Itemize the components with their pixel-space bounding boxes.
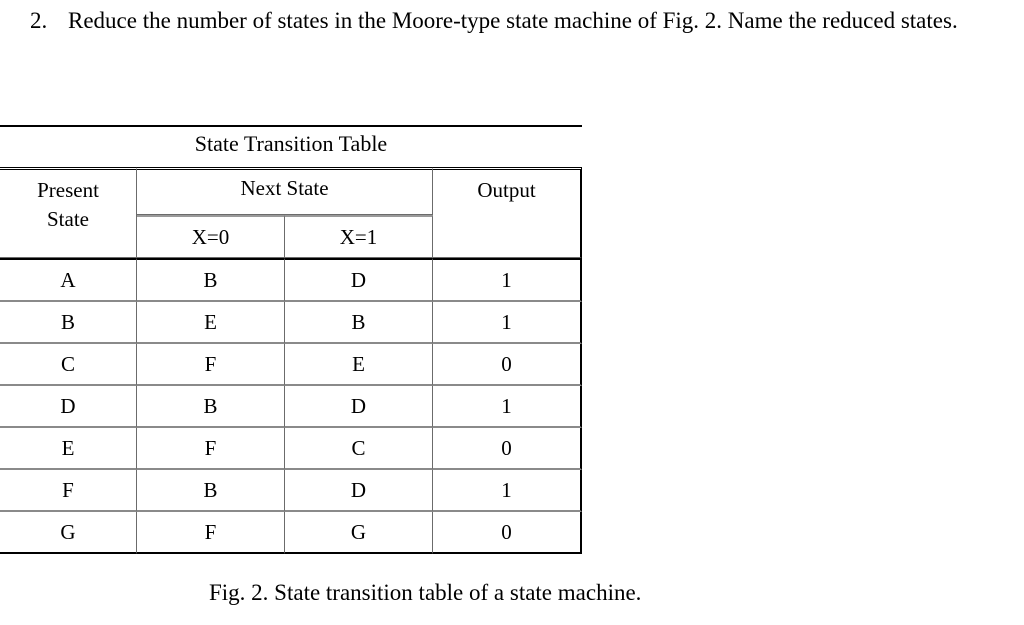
present-state-cell: F [0, 470, 137, 512]
present-state-header-line1: Present [37, 178, 99, 202]
present-state-header [0, 167, 137, 258]
next-state-x1-cell: D [285, 470, 433, 512]
next-state-x0-cell: E [137, 302, 285, 344]
output-cell: 1 [433, 470, 582, 512]
state-transition-table [0, 167, 582, 554]
next-state-x0-cell: F [137, 512, 285, 554]
output-cell: 0 [433, 428, 582, 470]
next-state-x1-cell: C [285, 428, 433, 470]
output-cell: 1 [433, 386, 582, 428]
present-state-header-line2: State [47, 207, 89, 231]
output-cell: 1 [433, 302, 582, 344]
present-state-cell: E [0, 428, 137, 470]
table-row [0, 258, 582, 302]
output-header: Output [433, 167, 582, 258]
next-state-x1-cell: B [285, 302, 433, 344]
present-state-cell: D [0, 386, 137, 428]
figure-caption: Fig. 2. State transition table of a state machine. [209, 580, 642, 605]
table-row [0, 470, 582, 512]
present-state-cell: B [0, 302, 137, 344]
table-row [0, 512, 582, 554]
output-cell: 0 [433, 512, 582, 554]
table-title: State Transition Table [194, 131, 388, 156]
output-cell: 0 [433, 344, 582, 386]
output-cell: 1 [433, 258, 582, 302]
next-state-x1-cell: E [285, 344, 433, 386]
table-body [0, 258, 582, 554]
present-state-cell: A [0, 258, 137, 302]
present-state-cell: G [0, 512, 137, 554]
x1-header: X=1 [285, 215, 433, 258]
next-state-x1-cell: G [285, 512, 433, 554]
present-state-cell: C [0, 344, 137, 386]
problem-number: 2. [30, 8, 48, 33]
next-state-x1-cell: D [285, 258, 433, 302]
next-state-x0-cell: F [137, 344, 285, 386]
problem-text: Reduce the number of states in the Moore-type state machine of Fig. 2. Name the reduced states. [68, 8, 958, 33]
table-row [0, 302, 582, 344]
next-state-x0-cell: B [137, 258, 285, 302]
state-transition-table-block [0, 125, 582, 554]
table-row [0, 428, 582, 470]
next-state-x0-cell: B [137, 386, 285, 428]
next-state-x1-cell: D [285, 386, 433, 428]
table-row [0, 344, 582, 386]
next-state-x0-cell: B [137, 470, 285, 512]
x0-header: X=0 [137, 215, 285, 258]
problem-statement [30, 6, 970, 36]
next-state-header: Next State [137, 167, 433, 215]
next-state-x0-cell: F [137, 428, 285, 470]
table-row [0, 386, 582, 428]
